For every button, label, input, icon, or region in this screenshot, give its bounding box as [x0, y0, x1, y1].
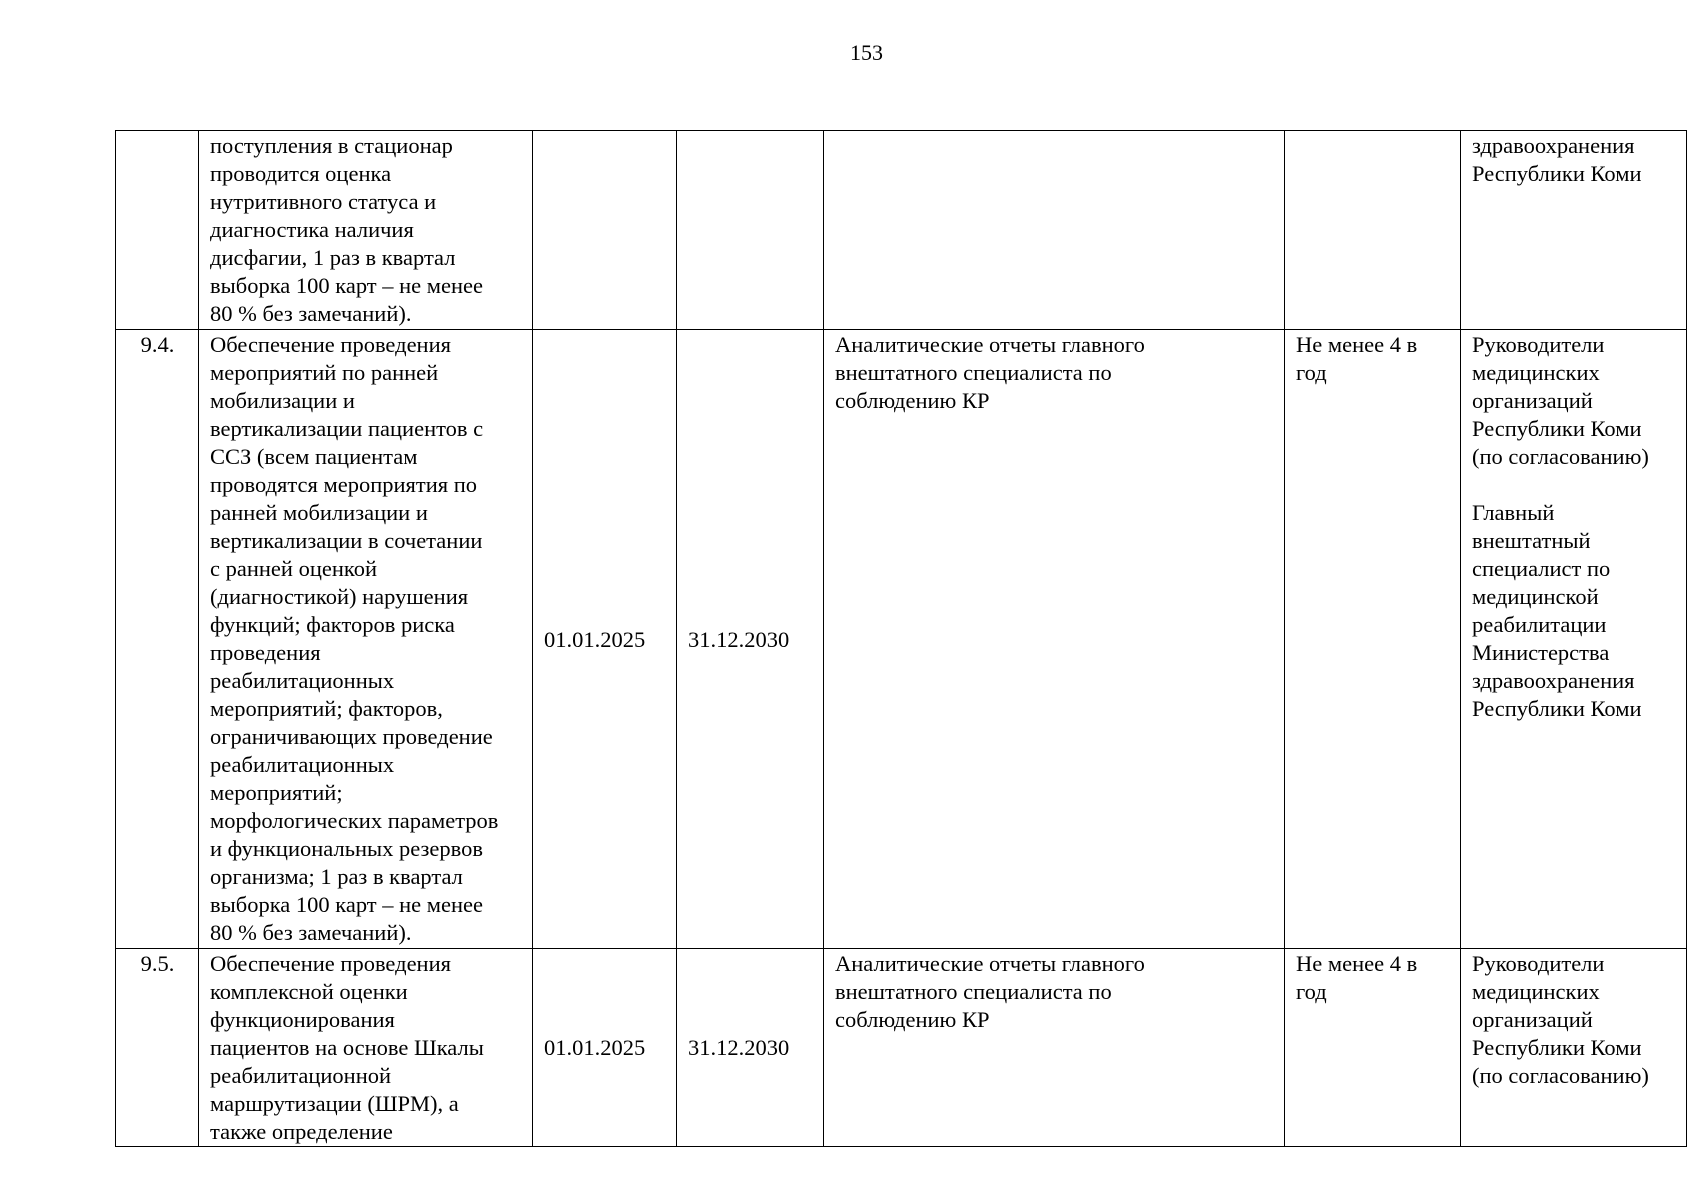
start-date-cell: 01.01.2025: [533, 949, 677, 1147]
page-number: 153: [850, 40, 883, 65]
responsible-cell: [1461, 330, 1687, 949]
result-cell: [824, 131, 1285, 330]
responsible-cell: [1461, 131, 1687, 330]
result-cell: Аналитические отчеты главного внештатного специалиста по соблюдению КР: [824, 949, 1285, 1147]
responsible-text: здравоохранения Республики Коми: [1472, 133, 1642, 186]
item-number-cell: 9.5.: [116, 949, 199, 1147]
activity-cell: поступления в стационар проводится оценка нутритивного статуса и диагностика наличия дисфагии, 1 раз в квартал выборка 100 карт – не менее 80 % без замечаний).: [199, 131, 533, 330]
table-row: [116, 330, 1687, 949]
end-date-cell: 31.12.2030: [677, 330, 824, 949]
frequency-cell: Не менее 4 в год: [1285, 330, 1461, 949]
start-date-cell: 01.01.2025: [533, 330, 677, 949]
activity-cell: Обеспечение проведения мероприятий по ранней мобилизации и вертикализации пациентов с ССЗ (всем пациентам проводятся мероприятия по ранней мобилизации и вертикализации в сочетании с ранней оценкой (диагностикой) нарушения функций; факторов риска проведения реабилитационных мероприятий; факторов, ограничивающих проведение реабилитационных мероприятий; морфологических параметров и функциональных резервов организма; 1 раз в квартал выборка 100 карт – не менее 80 % без замечаний).: [199, 330, 533, 949]
start-date-cell: [533, 131, 677, 330]
responsible-text: Руководители медицинских организаций Республики Коми (по согласованию): [1472, 332, 1649, 469]
activity-cell: Обеспечение проведения комплексной оценки функционирования пациентов на основе Шкалы реабилитационной маршрутизации (ШРМ), а также определение: [199, 949, 533, 1147]
responsible-cell: [1461, 949, 1687, 1147]
paragraph-gap: [1472, 471, 1676, 499]
table-row: [116, 131, 1687, 330]
item-number-cell: [116, 131, 199, 330]
end-date-cell: 31.12.2030: [677, 949, 824, 1147]
end-date-cell: [677, 131, 824, 330]
item-number-cell: 9.4.: [116, 330, 199, 949]
result-cell: Аналитические отчеты главного внештатного специалиста по соблюдению КР: [824, 330, 1285, 949]
table-row: [116, 949, 1687, 1147]
responsible-text: Главный внештатный специалист по медицинской реабилитации Министерства здравоохранения Республики Коми: [1472, 500, 1642, 721]
measures-table: [115, 130, 1687, 1147]
responsible-text: Руководители медицинских организаций Республики Коми (по согласованию): [1472, 951, 1649, 1088]
frequency-cell: [1285, 131, 1461, 330]
frequency-cell: Не менее 4 в год: [1285, 949, 1461, 1147]
